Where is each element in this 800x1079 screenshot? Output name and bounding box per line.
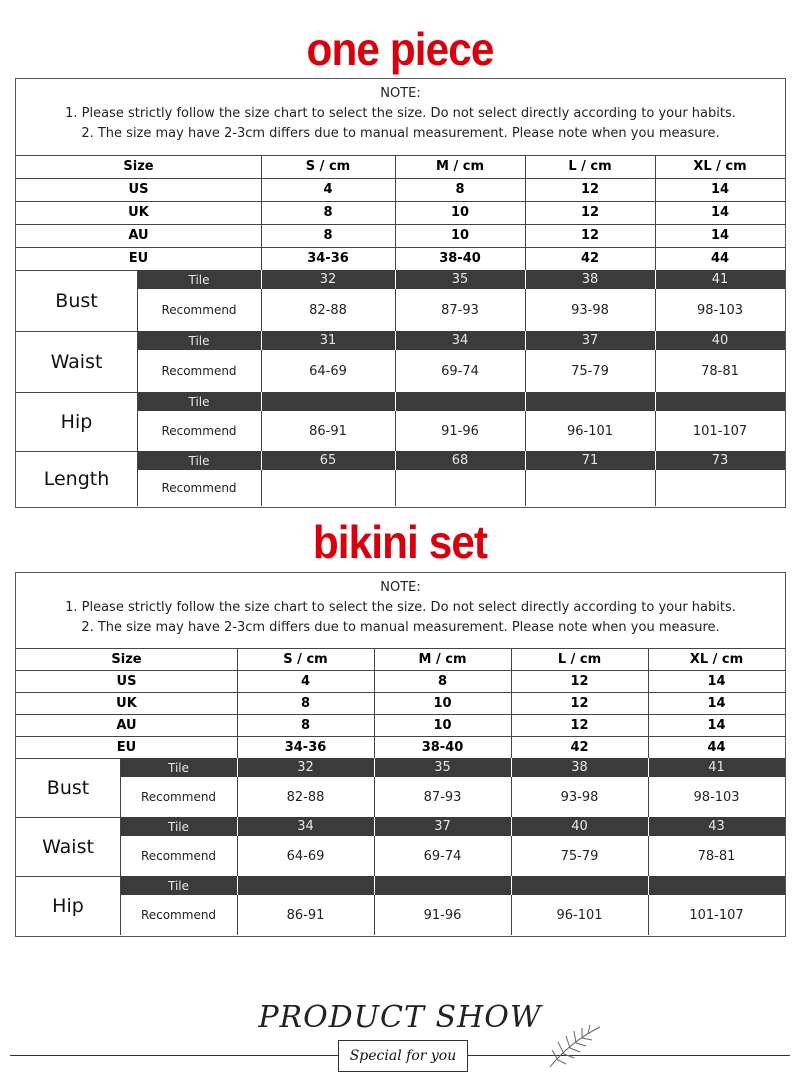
divider: [120, 836, 121, 876]
tile-label: Tile: [188, 394, 210, 409]
divider: [137, 289, 138, 331]
size-cell: 38-40: [439, 251, 481, 266]
divider: [525, 270, 526, 289]
size-cell: 12: [570, 673, 589, 689]
divider: [395, 451, 396, 470]
recommend-value: 86-91: [309, 423, 347, 439]
divider: [395, 392, 396, 411]
recommend-value: 93-98: [560, 789, 599, 805]
tile-value: 40: [711, 333, 729, 348]
divider: [374, 648, 375, 758]
divider: [237, 777, 238, 817]
header-cell: M / cm: [418, 651, 467, 667]
divider: [261, 470, 262, 506]
recommend-value: 75-79: [560, 848, 599, 864]
tile-label: Tile: [188, 453, 210, 468]
palm-leaf-icon: [540, 1022, 610, 1072]
divider: [655, 331, 656, 350]
divider: [120, 817, 121, 836]
measure-name: Hip: [52, 894, 84, 917]
divider: [648, 758, 649, 777]
tile-label: Tile: [167, 760, 189, 775]
divider: [261, 289, 262, 331]
recommend-value: 78-81: [697, 848, 736, 864]
special-for-you-badge: [338, 1040, 468, 1072]
divider: [395, 270, 396, 289]
tile-value: 34: [297, 819, 314, 834]
tile-value: 41: [708, 760, 725, 775]
measure-name: Waist: [42, 835, 94, 858]
tile-value: 65: [319, 453, 337, 468]
divider: [655, 411, 656, 451]
recommend-value: 93-98: [571, 302, 609, 318]
note-block: [16, 573, 785, 648]
bikini-set-size-chart: [15, 572, 786, 937]
header-cell: M / cm: [436, 159, 484, 174]
tile-value: 38: [581, 272, 599, 287]
divider: [511, 876, 512, 895]
divider: [648, 876, 649, 895]
header-cell: L / cm: [568, 159, 612, 174]
size-cell: 8: [323, 205, 333, 220]
recommend-value: 75-79: [571, 363, 609, 379]
size-cell: 12: [580, 228, 600, 243]
divider: [120, 777, 121, 817]
divider: [237, 895, 238, 935]
size-cell: 14: [707, 673, 726, 689]
tile-value: [374, 876, 511, 895]
size-cell: 38-40: [421, 739, 464, 755]
divider: [511, 836, 512, 876]
special-for-you-text: Special for you: [349, 1048, 457, 1064]
size-cell: 44: [707, 739, 726, 755]
divider: [511, 817, 512, 836]
tile-value: [511, 876, 648, 895]
measure-name: Hip: [60, 410, 93, 433]
recommend-value: 82-88: [309, 302, 347, 318]
product-show-heading: PRODUCT SHOW: [258, 1000, 542, 1035]
divider: [525, 392, 526, 411]
tile-value: 71: [581, 453, 599, 468]
recommend-value: [261, 470, 395, 506]
divider: [511, 895, 512, 935]
tile-value: [237, 876, 374, 895]
divider: [137, 411, 138, 451]
divider: [525, 155, 526, 270]
size-cell: 12: [580, 182, 600, 197]
size-cell: 8: [300, 717, 311, 733]
divider: [525, 451, 526, 470]
size-cell: 10: [433, 695, 452, 711]
size-cell: EU: [128, 251, 149, 266]
header-cell: Size: [123, 159, 154, 174]
size-cell: UK: [128, 205, 149, 220]
tile-value: [648, 876, 785, 895]
header-cell: S / cm: [305, 159, 351, 174]
tile-value: 37: [434, 819, 451, 834]
measure-name: Bust: [46, 776, 90, 799]
note-line: 2. The size may have 2-3cm differs due to manual measurement. Please note when you measure.: [81, 126, 720, 141]
recommend-value: [525, 470, 655, 506]
divider: [395, 155, 396, 270]
size-cell: 4: [323, 182, 333, 197]
divider: [237, 758, 238, 777]
tile-value: 43: [708, 819, 725, 834]
divider: [261, 155, 262, 270]
size-cell: 14: [707, 717, 726, 733]
divider: [648, 895, 649, 935]
tile-value: 38: [571, 760, 588, 775]
divider: [511, 777, 512, 817]
size-cell: US: [128, 182, 149, 197]
divider: [525, 411, 526, 451]
divider: [655, 289, 656, 331]
recommend-value: 69-74: [441, 363, 479, 379]
divider: [525, 289, 526, 331]
divider: [137, 470, 138, 506]
recommend-value: 91-96: [441, 423, 479, 439]
divider: [655, 451, 656, 470]
divider: [237, 648, 238, 758]
tile-label: Tile: [188, 272, 210, 287]
divider: [137, 331, 138, 350]
size-cell: 14: [707, 695, 726, 711]
divider: [395, 411, 396, 451]
tile-label: Tile: [188, 333, 210, 348]
size-cell: 8: [455, 182, 465, 197]
recommend-value: 64-69: [309, 363, 347, 379]
header-cell: XL / cm: [689, 651, 744, 667]
recommend-value: 82-88: [286, 789, 325, 805]
tile-value: 34: [451, 333, 469, 348]
size-cell: UK: [116, 695, 137, 711]
note-line: 2. The size may have 2-3cm differs due to manual measurement. Please note when you measure.: [81, 620, 720, 635]
divider: [237, 817, 238, 836]
divider: [655, 470, 656, 506]
size-cell: 8: [300, 695, 311, 711]
size-cell: 42: [580, 251, 600, 266]
measure-name: Length: [43, 467, 110, 490]
tile-value: 35: [451, 272, 469, 287]
size-cell: 34-36: [307, 251, 349, 266]
divider: [395, 350, 396, 392]
size-cell: 42: [570, 739, 589, 755]
note-line: NOTE:: [380, 86, 421, 101]
recommend-label: Recommend: [140, 908, 217, 922]
divider: [648, 648, 649, 758]
size-cell: 8: [323, 228, 333, 243]
divider: [261, 331, 262, 350]
divider: [511, 648, 512, 758]
one-piece-size-chart: [15, 78, 786, 508]
recommend-value: 101-107: [689, 907, 744, 923]
divider: [374, 817, 375, 836]
divider: [395, 331, 396, 350]
divider: [395, 470, 396, 506]
divider: [261, 411, 262, 451]
recommend-value: 87-93: [441, 302, 479, 318]
recommend-value: 101-107: [692, 423, 748, 439]
recommend-label: Recommend: [161, 424, 237, 438]
tile-value: [261, 392, 395, 411]
note-block: [16, 79, 785, 155]
size-cell: EU: [116, 739, 137, 755]
divider: [261, 350, 262, 392]
divider: [525, 331, 526, 350]
size-cell: 8: [437, 673, 448, 689]
divider: [655, 270, 656, 289]
divider: [525, 470, 526, 506]
header-cell: Size: [111, 651, 142, 667]
recommend-label: Recommend: [161, 303, 237, 317]
divider: [120, 876, 121, 895]
divider: [237, 876, 238, 895]
tile-value: 41: [711, 272, 729, 287]
divider: [374, 876, 375, 895]
size-cell: AU: [128, 228, 149, 243]
recommend-value: 87-93: [423, 789, 462, 805]
recommend-value: 86-91: [286, 907, 325, 923]
tile-value: 31: [319, 333, 337, 348]
recommend-value: 98-103: [693, 789, 740, 805]
recommend-value: 96-101: [556, 907, 603, 923]
divider: [137, 270, 138, 289]
size-cell: 44: [710, 251, 730, 266]
divider: [261, 451, 262, 470]
size-cell: 14: [710, 182, 730, 197]
size-cell: AU: [116, 717, 137, 733]
size-cell: 4: [300, 673, 311, 689]
header-cell: S / cm: [283, 651, 328, 667]
tile-value: [655, 392, 785, 411]
divider: [374, 777, 375, 817]
tile-value: 32: [319, 272, 337, 287]
size-cell: 12: [570, 695, 589, 711]
recommend-value: 64-69: [286, 848, 325, 864]
divider: [395, 289, 396, 331]
header-cell: XL / cm: [693, 159, 747, 174]
divider: [525, 350, 526, 392]
recommend-value: 96-101: [566, 423, 614, 439]
tile-value: 32: [297, 760, 314, 775]
divider: [374, 758, 375, 777]
divider: [137, 392, 138, 411]
recommend-value: [655, 470, 785, 506]
tile-value: 37: [581, 333, 599, 348]
size-cell: 10: [450, 205, 470, 220]
divider: [648, 836, 649, 876]
divider: [655, 350, 656, 392]
size-cell: 10: [450, 228, 470, 243]
tile-value: 68: [451, 453, 469, 468]
tile-value: 40: [571, 819, 588, 834]
bikini-set-title: bikini set: [312, 516, 488, 568]
recommend-value: [395, 470, 525, 506]
note-line: 1. Please strictly follow the size chart to select the size. Do not select directly according to your habits.: [65, 600, 736, 615]
size-cell: 14: [710, 228, 730, 243]
recommend-label: Recommend: [140, 790, 217, 804]
recommend-label: Recommend: [140, 849, 217, 863]
divider: [120, 758, 121, 777]
tile-value: [525, 392, 655, 411]
divider: [120, 895, 121, 935]
one-piece-title: one piece: [306, 23, 494, 75]
tile-value: [395, 392, 525, 411]
size-cell: 34-36: [284, 739, 327, 755]
size-cell: 10: [433, 717, 452, 733]
size-cell: US: [116, 673, 137, 689]
divider: [655, 392, 656, 411]
divider: [237, 836, 238, 876]
divider: [137, 350, 138, 392]
recommend-value: 78-81: [701, 363, 739, 379]
size-cell: 14: [710, 205, 730, 220]
header-cell: L / cm: [557, 651, 602, 667]
divider: [648, 777, 649, 817]
divider: [374, 895, 375, 935]
size-cell: 12: [570, 717, 589, 733]
divider: [261, 392, 262, 411]
recommend-value: 69-74: [423, 848, 462, 864]
note-line: NOTE:: [380, 580, 421, 595]
tile-label: Tile: [167, 878, 189, 893]
divider: [261, 270, 262, 289]
recommend-label: Recommend: [161, 481, 237, 495]
tile-value: 73: [711, 453, 729, 468]
divider: [655, 155, 656, 270]
recommend-label: Recommend: [161, 364, 237, 378]
size-cell: 12: [580, 205, 600, 220]
tile-label: Tile: [167, 819, 189, 834]
recommend-value: 98-103: [696, 302, 744, 318]
note-line: 1. Please strictly follow the size chart to select the size. Do not select directly according to your habits.: [65, 106, 736, 121]
divider: [648, 817, 649, 836]
measure-name: Waist: [50, 350, 103, 373]
tile-value: 35: [434, 760, 451, 775]
divider: [374, 836, 375, 876]
measure-name: Bust: [55, 289, 98, 312]
divider: [511, 758, 512, 777]
recommend-value: 91-96: [423, 907, 462, 923]
divider: [137, 451, 138, 470]
